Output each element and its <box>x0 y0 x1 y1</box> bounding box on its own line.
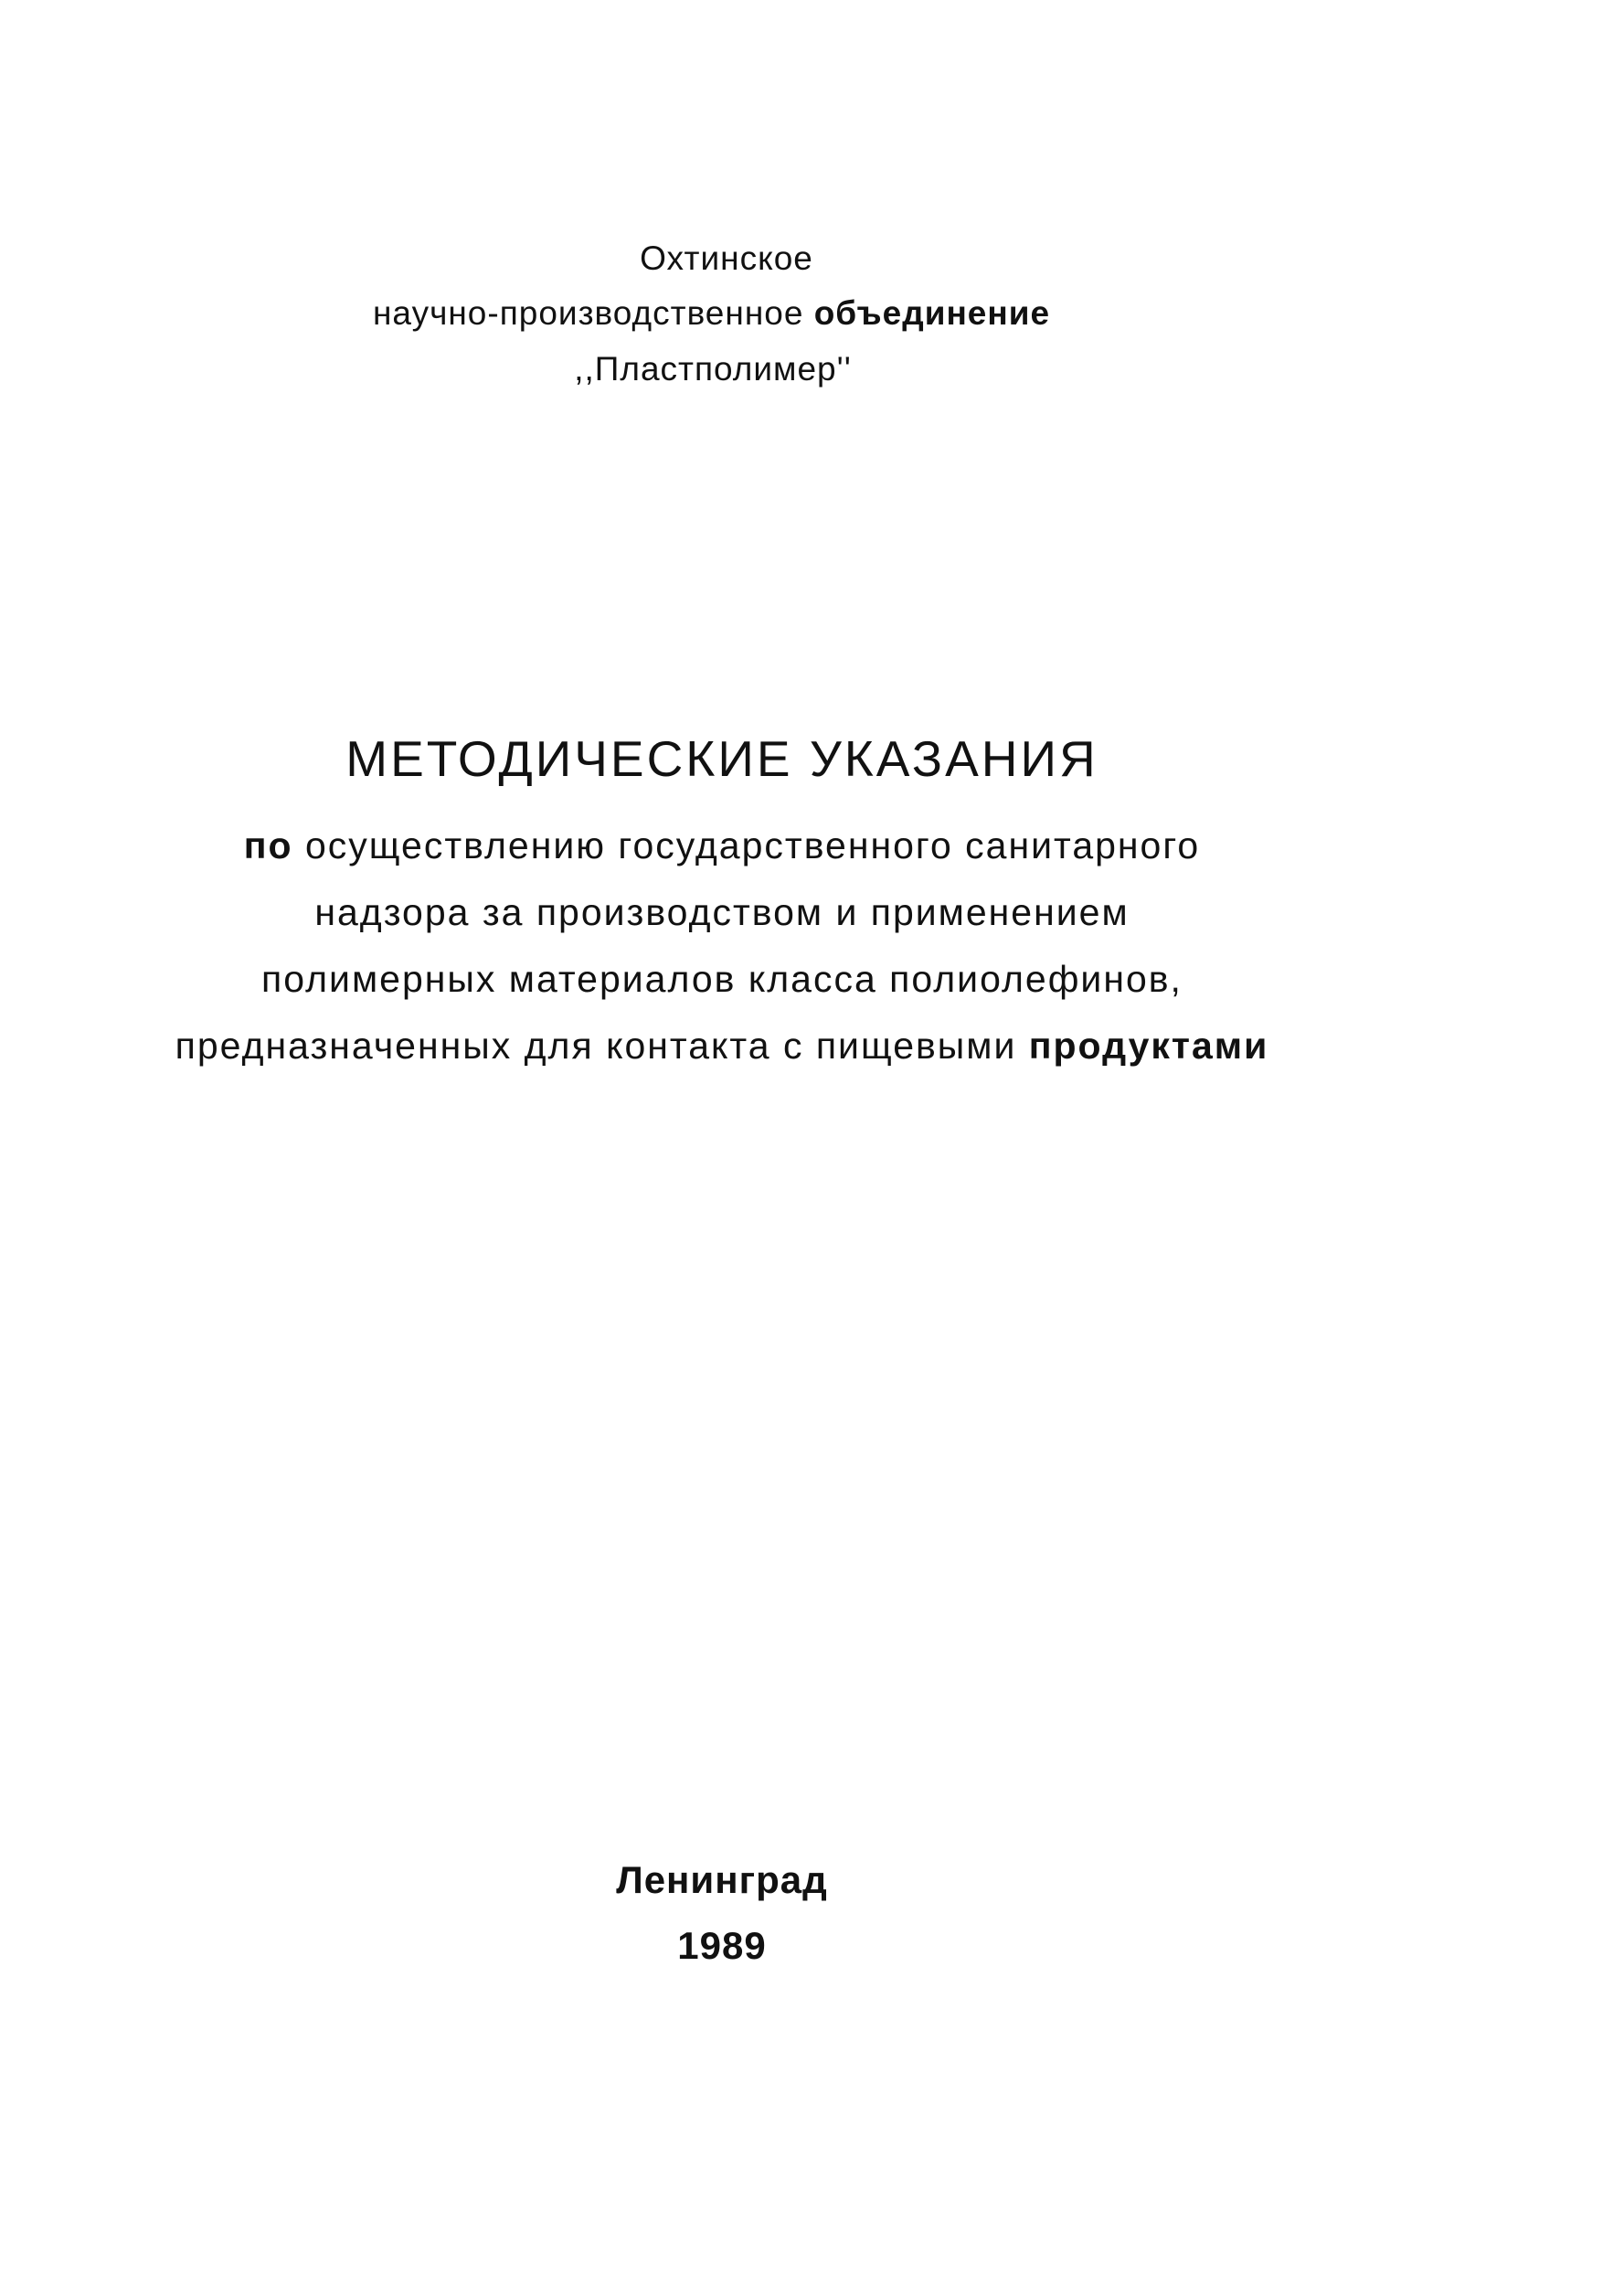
document-subtitle-line1 <box>0 824 1444 867</box>
organization-name-line2-regular: научно-производственное <box>373 294 814 332</box>
document-subtitle-line3: полимерных материалов класса полиолефинов, <box>261 958 1183 1000</box>
document-title: МЕТОДИЧЕСКИЕ УКАЗАНИЯ <box>345 730 1098 787</box>
publication-city: Ленинград <box>616 1858 828 1901</box>
organization-name-line3: ,,Пластполимер'' <box>574 350 852 388</box>
document-subtitle-line4-bold: продуктами <box>1028 1025 1269 1067</box>
organization-name-line1: Охтинское <box>640 239 813 277</box>
document-subtitle-line4 <box>0 1025 1444 1068</box>
document-subtitle-line2: надзора за производством и применением <box>314 891 1130 933</box>
document-subtitle-line4-text: предназначенных для контакта с пищевыми <box>175 1025 1029 1067</box>
organization-name-line2-bold: объединение <box>813 294 1051 332</box>
document-subtitle-line1-bold: по <box>243 824 305 866</box>
organization-name-line2 <box>373 294 1050 333</box>
document-subtitle-line1-text: осуществлению государственного санитарного <box>304 824 1201 866</box>
publication-year: 1989 <box>677 1924 767 1967</box>
